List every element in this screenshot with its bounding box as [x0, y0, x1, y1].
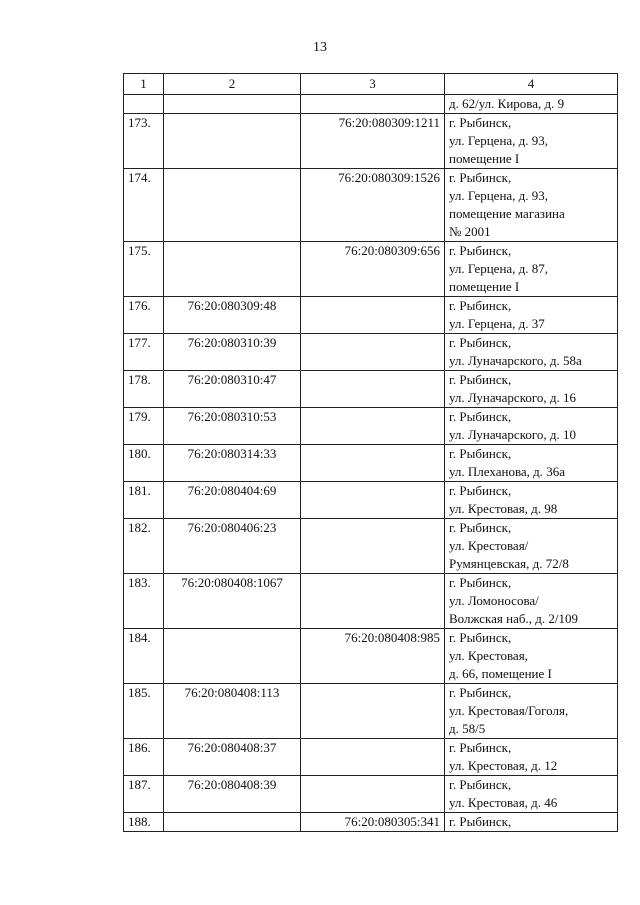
address-line: г. Рыбинск, [449, 630, 512, 645]
continuation-row [124, 95, 618, 114]
table-row [124, 813, 618, 832]
address-line: Румянцевская, д. 72/8 [449, 556, 569, 571]
address-line: ул. Герцена, д. 37 [449, 316, 545, 331]
address-cell [445, 482, 618, 519]
cadastral-number-col2: 76:20:080408:39 [164, 776, 301, 813]
cadastral-number-col2: 76:20:080404:69 [164, 482, 301, 519]
address-line: ул. Крестовая, [449, 648, 528, 663]
address-cell [445, 629, 618, 684]
address-line: ул. Крестовая, д. 46 [449, 795, 558, 810]
address-line: г. Рыбинск, [449, 483, 512, 498]
address-line: д. 62/ул. Кирова, д. 9 [449, 96, 565, 111]
address-line: ул. Луначарского, д. 16 [449, 390, 576, 405]
address-line: г. Рыбинск, [449, 372, 512, 387]
table-row [124, 482, 618, 519]
row-number: 178. [124, 371, 164, 408]
address-line: № 2001 [449, 224, 491, 239]
table-row [124, 629, 618, 684]
cadastral-number-col2: 76:20:080406:23 [164, 519, 301, 574]
table-row [124, 519, 618, 574]
address-line: помещение I [449, 151, 520, 166]
address-line: г. Рыбинск, [449, 685, 512, 700]
cadastral-number-col2: 76:20:080408:113 [164, 684, 301, 739]
cadastral-number-col3 [301, 408, 445, 445]
cadastral-number-col3: 76:20:080309:1526 [301, 169, 445, 242]
address-cell [445, 95, 618, 114]
address-line: г. Рыбинск, [449, 520, 512, 535]
address-line: ул. Герцена, д. 93, [449, 188, 549, 203]
cadastral-number-col2 [164, 169, 301, 242]
row-number: 185. [124, 684, 164, 739]
cadastral-number-col3 [301, 95, 445, 114]
cadastral-number-col3 [301, 371, 445, 408]
page-number: 13 [313, 40, 327, 55]
address-line: г. Рыбинск, [449, 446, 512, 461]
cadastral-number-col3: 76:20:080309:656 [301, 242, 445, 297]
cadastral-number-col2 [164, 95, 301, 114]
cadastral-number-col3 [301, 334, 445, 371]
address-line: г. Рыбинск, [449, 740, 512, 755]
cadastral-number-col3: 76:20:080408:985 [301, 629, 445, 684]
row-number: 188. [124, 813, 164, 832]
cadastral-number-col3 [301, 297, 445, 334]
address-line: ул. Крестовая/Гоголя, [449, 703, 569, 718]
row-number: 187. [124, 776, 164, 813]
row-number: 181. [124, 482, 164, 519]
table-row [124, 114, 618, 169]
table-row [124, 169, 618, 242]
cadastral-number-col3 [301, 445, 445, 482]
address-line: помещение I [449, 279, 520, 294]
address-line: помещение магазина [449, 206, 565, 221]
cadastral-number-col2 [164, 813, 301, 832]
row-number: 186. [124, 739, 164, 776]
address-cell [445, 408, 618, 445]
table-header-row [124, 74, 618, 95]
address-line: ул. Плеханова, д. 36а [449, 464, 566, 479]
address-line: г. Рыбинск, [449, 298, 512, 313]
address-cell [445, 739, 618, 776]
row-number: 179. [124, 408, 164, 445]
address-cell [445, 169, 618, 242]
column-header-4: 4 [445, 74, 618, 95]
cadastral-number-col3: 76:20:080305:341 [301, 813, 445, 832]
cadastral-number-col3 [301, 482, 445, 519]
address-line: ул. Луначарского, д. 10 [449, 427, 576, 442]
table-row [124, 574, 618, 629]
row-number: 174. [124, 169, 164, 242]
row-number: 182. [124, 519, 164, 574]
address-cell [445, 519, 618, 574]
table-row [124, 371, 618, 408]
address-line: ул. Ломоносова/ [449, 593, 539, 608]
table-row [124, 739, 618, 776]
cadastral-number-col2 [164, 629, 301, 684]
cadastral-number-col2 [164, 114, 301, 169]
table-row [124, 776, 618, 813]
cadastral-number-col3: 76:20:080309:1211 [301, 114, 445, 169]
row-number: 183. [124, 574, 164, 629]
address-cell [445, 297, 618, 334]
cadastral-number-col2: 76:20:080314:33 [164, 445, 301, 482]
row-number: 176. [124, 297, 164, 334]
cadastral-number-col3 [301, 776, 445, 813]
address-line: г. Рыбинск, [449, 115, 512, 130]
column-header-2: 2 [164, 74, 301, 95]
table-row [124, 334, 618, 371]
address-line: г. Рыбинск, [449, 814, 512, 829]
row-number: 184. [124, 629, 164, 684]
table-row [124, 297, 618, 334]
address-line: ул. Крестовая, д. 98 [449, 501, 558, 516]
row-number: 175. [124, 242, 164, 297]
address-line: г. Рыбинск, [449, 170, 512, 185]
cadastral-number-col3 [301, 519, 445, 574]
address-cell [445, 334, 618, 371]
address-cell [445, 445, 618, 482]
address-line: ул. Герцена, д. 87, [449, 261, 549, 276]
row-number: 173. [124, 114, 164, 169]
table-body [124, 95, 618, 832]
address-line: г. Рыбинск, [449, 243, 512, 258]
address-cell [445, 371, 618, 408]
table-row [124, 242, 618, 297]
address-cell [445, 574, 618, 629]
address-line: ул. Крестовая, д. 12 [449, 758, 558, 773]
row-number: 180. [124, 445, 164, 482]
address-line: г. Рыбинск, [449, 409, 512, 424]
address-line: ул. Герцена, д. 93, [449, 133, 549, 148]
cadastral-number-col2: 76:20:080310:39 [164, 334, 301, 371]
table-row [124, 684, 618, 739]
cadastral-number-col2: 76:20:080408:37 [164, 739, 301, 776]
address-line: г. Рыбинск, [449, 575, 512, 590]
address-cell [445, 242, 618, 297]
cadastral-number-col2 [164, 242, 301, 297]
cadastral-number-col2: 76:20:080310:47 [164, 371, 301, 408]
table-row [124, 445, 618, 482]
row-number [124, 95, 164, 114]
address-cell [445, 813, 618, 832]
column-header-3: 3 [301, 74, 445, 95]
address-cell [445, 114, 618, 169]
address-line: г. Рыбинск, [449, 777, 512, 792]
cadastral-number-col3 [301, 684, 445, 739]
address-line: Волжская наб., д. 2/109 [449, 611, 578, 626]
address-cell [445, 684, 618, 739]
address-line: д. 58/5 [449, 721, 486, 736]
cadastral-number-col2: 76:20:080408:1067 [164, 574, 301, 629]
cadastral-number-col3 [301, 574, 445, 629]
cadastral-number-col2: 76:20:080310:53 [164, 408, 301, 445]
column-header-1: 1 [124, 74, 164, 95]
cadastral-number-col3 [301, 739, 445, 776]
row-number: 177. [124, 334, 164, 371]
address-line: д. 66, помещение I [449, 666, 552, 681]
property-table [123, 73, 618, 832]
table-row [124, 408, 618, 445]
address-cell [445, 776, 618, 813]
cadastral-number-col2: 76:20:080309:48 [164, 297, 301, 334]
address-line: ул. Крестовая/ [449, 538, 529, 553]
address-line: ул. Луначарского, д. 58а [449, 353, 582, 368]
address-line: г. Рыбинск, [449, 335, 512, 350]
